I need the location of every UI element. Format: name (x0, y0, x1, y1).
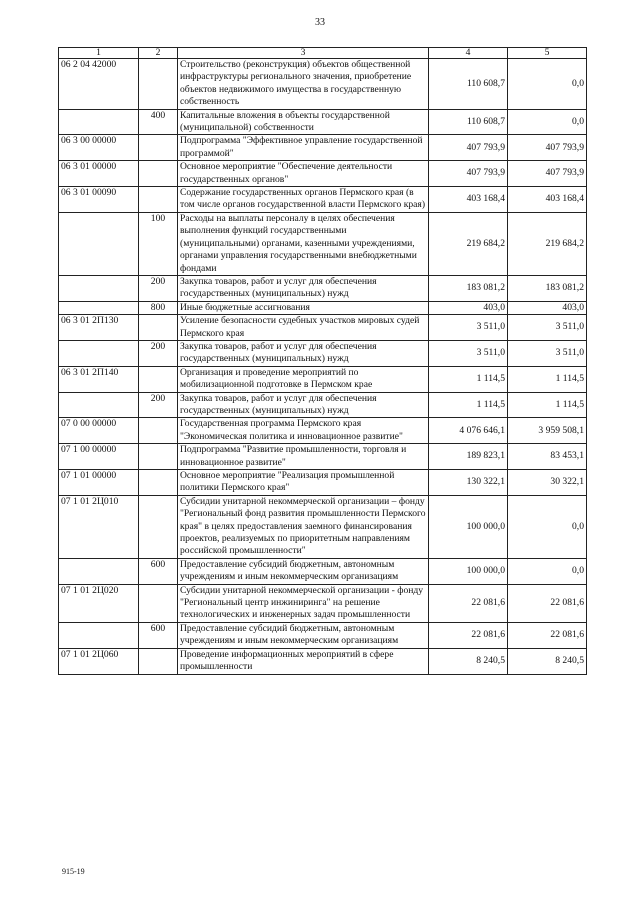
value-2019-cell: 403,0 (429, 301, 508, 314)
table-row (59, 212, 587, 275)
value-2020-cell: 3 511,0 (508, 340, 587, 366)
kvr-cell: 200 (139, 392, 178, 418)
table-row (59, 418, 587, 444)
name-cell: Усиление безопасности судебных участков мировых судей Пермского края (178, 315, 429, 341)
table-row (59, 470, 587, 496)
value-2020-cell: 3 959 508,1 (508, 418, 587, 444)
value-2020-cell: 407 793,9 (508, 161, 587, 187)
code-cell: 06 3 00 00000 (59, 135, 139, 161)
kvr-cell (139, 315, 178, 341)
code-cell (59, 392, 139, 418)
table-header-row (59, 48, 587, 59)
code-cell (59, 109, 139, 135)
value-2019-cell: 407 793,9 (429, 135, 508, 161)
value-2020-cell: 1 114,5 (508, 392, 587, 418)
value-2020-cell: 0,0 (508, 558, 587, 584)
value-2019-cell: 22 081,6 (429, 622, 508, 648)
value-2020-cell: 403,0 (508, 301, 587, 314)
name-cell: Предоставление субсидий бюджетным, автономным учреждениям и иным некоммерческим организациям (178, 622, 429, 648)
kvr-cell: 200 (139, 275, 178, 301)
table-row (59, 558, 587, 584)
table-row (59, 584, 587, 622)
value-2019-cell: 1 114,5 (429, 366, 508, 392)
value-2019-cell: 130 322,1 (429, 470, 508, 496)
kvr-cell: 600 (139, 558, 178, 584)
code-cell (59, 340, 139, 366)
header-cell: 3 (178, 48, 429, 59)
code-cell: 07 1 00 00000 (59, 444, 139, 470)
value-2019-cell: 3 511,0 (429, 315, 508, 341)
name-cell: Основное мероприятие "Обеспечение деятельности государственных органов" (178, 161, 429, 187)
value-2019-cell: 403 168,4 (429, 187, 508, 213)
table-row (59, 161, 587, 187)
value-2019-cell: 189 823,1 (429, 444, 508, 470)
table-row (59, 187, 587, 213)
footer-code: 915-19 (62, 867, 85, 876)
page-number: 33 (315, 17, 325, 28)
kvr-cell (139, 495, 178, 558)
name-cell: Расходы на выплаты персоналу в целях обеспечения выполнения функций государственными (муниципальными) органами, казенными учреждениями, органами управления государственными внебюджетными фондами (178, 212, 429, 275)
table-row (59, 444, 587, 470)
header-cell: 1 (59, 48, 139, 59)
code-cell: 06 3 01 00000 (59, 161, 139, 187)
value-2019-cell: 8 240,5 (429, 648, 508, 674)
code-cell (59, 301, 139, 314)
table-row (59, 315, 587, 341)
code-cell (59, 558, 139, 584)
value-2020-cell: 183 081,2 (508, 275, 587, 301)
value-2020-cell: 8 240,5 (508, 648, 587, 674)
name-cell: Организация и проведение мероприятий по мобилизационной подготовке в Пермском крае (178, 366, 429, 392)
table-row (59, 622, 587, 648)
value-2019-cell: 3 511,0 (429, 340, 508, 366)
value-2019-cell: 100 000,0 (429, 558, 508, 584)
value-2020-cell: 1 114,5 (508, 366, 587, 392)
kvr-cell (139, 187, 178, 213)
table-row (59, 275, 587, 301)
name-cell: Строительство (реконструкция) объектов общественной инфраструктуры регионального значения, приобретение объектов недвижимого имущества в государственную собственность (178, 59, 429, 110)
kvr-cell (139, 135, 178, 161)
name-cell: Закупка товаров, работ и услуг для обеспечения государственных (муниципальных) нужд (178, 392, 429, 418)
value-2020-cell: 22 081,6 (508, 622, 587, 648)
table-row (59, 340, 587, 366)
table-row (59, 301, 587, 314)
table-row (59, 366, 587, 392)
kvr-cell (139, 648, 178, 674)
name-cell: Государственная программа Пермского края "Экономическая политика и инновационное развитие" (178, 418, 429, 444)
kvr-cell (139, 161, 178, 187)
header-cell: 5 (508, 48, 587, 59)
name-cell: Проведение информационных мероприятий в сфере промышленности (178, 648, 429, 674)
table-row (59, 648, 587, 674)
name-cell: Подпрограмма "Развитие промышленности, торговля и инновационное развитие" (178, 444, 429, 470)
table-row (59, 59, 587, 110)
code-cell (59, 275, 139, 301)
header-cell: 2 (139, 48, 178, 59)
table-row (59, 135, 587, 161)
value-2020-cell: 30 322,1 (508, 470, 587, 496)
value-2020-cell: 403 168,4 (508, 187, 587, 213)
table-row (59, 109, 587, 135)
name-cell: Подпрограмма "Эффективное управление государственной программой" (178, 135, 429, 161)
code-cell (59, 622, 139, 648)
code-cell: 07 1 01 2Ц020 (59, 584, 139, 622)
kvr-cell: 100 (139, 212, 178, 275)
name-cell: Основное мероприятие "Реализация промышленной политики Пермского края" (178, 470, 429, 496)
code-cell: 07 1 01 2Ц060 (59, 648, 139, 674)
kvr-cell (139, 470, 178, 496)
budget-table (58, 47, 587, 675)
code-cell: 06 3 01 2П140 (59, 366, 139, 392)
value-2020-cell: 0,0 (508, 59, 587, 110)
value-2019-cell: 110 608,7 (429, 109, 508, 135)
name-cell: Содержание государственных органов Пермского края (в том числе органов государственной власти Пермского края) (178, 187, 429, 213)
kvr-cell: 400 (139, 109, 178, 135)
code-cell: 06 3 01 2П130 (59, 315, 139, 341)
code-cell: 07 1 01 00000 (59, 470, 139, 496)
kvr-cell (139, 59, 178, 110)
name-cell: Иные бюджетные ассигнования (178, 301, 429, 314)
value-2020-cell: 407 793,9 (508, 135, 587, 161)
name-cell: Капитальные вложения в объекты государственной (муниципальной) собственности (178, 109, 429, 135)
code-cell: 07 1 01 2Ц010 (59, 495, 139, 558)
kvr-cell (139, 584, 178, 622)
table-row (59, 392, 587, 418)
value-2020-cell: 0,0 (508, 109, 587, 135)
value-2020-cell: 83 453,1 (508, 444, 587, 470)
value-2019-cell: 22 081,6 (429, 584, 508, 622)
kvr-cell: 600 (139, 622, 178, 648)
table-row (59, 495, 587, 558)
value-2020-cell: 0,0 (508, 495, 587, 558)
value-2020-cell: 22 081,6 (508, 584, 587, 622)
value-2019-cell: 183 081,2 (429, 275, 508, 301)
code-cell (59, 212, 139, 275)
value-2019-cell: 4 076 646,1 (429, 418, 508, 444)
value-2020-cell: 219 684,2 (508, 212, 587, 275)
name-cell: Закупка товаров, работ и услуг для обеспечения государственных (муниципальных) нужд (178, 275, 429, 301)
value-2019-cell: 1 114,5 (429, 392, 508, 418)
code-cell: 06 3 01 00090 (59, 187, 139, 213)
kvr-cell (139, 444, 178, 470)
name-cell: Закупка товаров, работ и услуг для обеспечения государственных (муниципальных) нужд (178, 340, 429, 366)
value-2019-cell: 110 608,7 (429, 59, 508, 110)
value-2019-cell: 407 793,9 (429, 161, 508, 187)
value-2020-cell: 3 511,0 (508, 315, 587, 341)
kvr-cell (139, 418, 178, 444)
name-cell: Субсидии унитарной некоммерческой организации - фонду "Региональный центр инжиниринга" на решение технологических и инженерных задач промышленности (178, 584, 429, 622)
name-cell: Предоставление субсидий бюджетным, автономным учреждениям и иным некоммерческим организациям (178, 558, 429, 584)
value-2019-cell: 219 684,2 (429, 212, 508, 275)
code-cell: 07 0 00 00000 (59, 418, 139, 444)
header-cell: 4 (429, 48, 508, 59)
kvr-cell (139, 366, 178, 392)
name-cell: Субсидии унитарной некоммерческой организации – фонду "Региональный фонд развития промышленности Пермского края" в целях предоставления заемного финансирования проектов, реализуемых по приоритетным направлениям российской промышленности" (178, 495, 429, 558)
value-2019-cell: 100 000,0 (429, 495, 508, 558)
code-cell: 06 2 04 42000 (59, 59, 139, 110)
kvr-cell: 200 (139, 340, 178, 366)
kvr-cell: 800 (139, 301, 178, 314)
